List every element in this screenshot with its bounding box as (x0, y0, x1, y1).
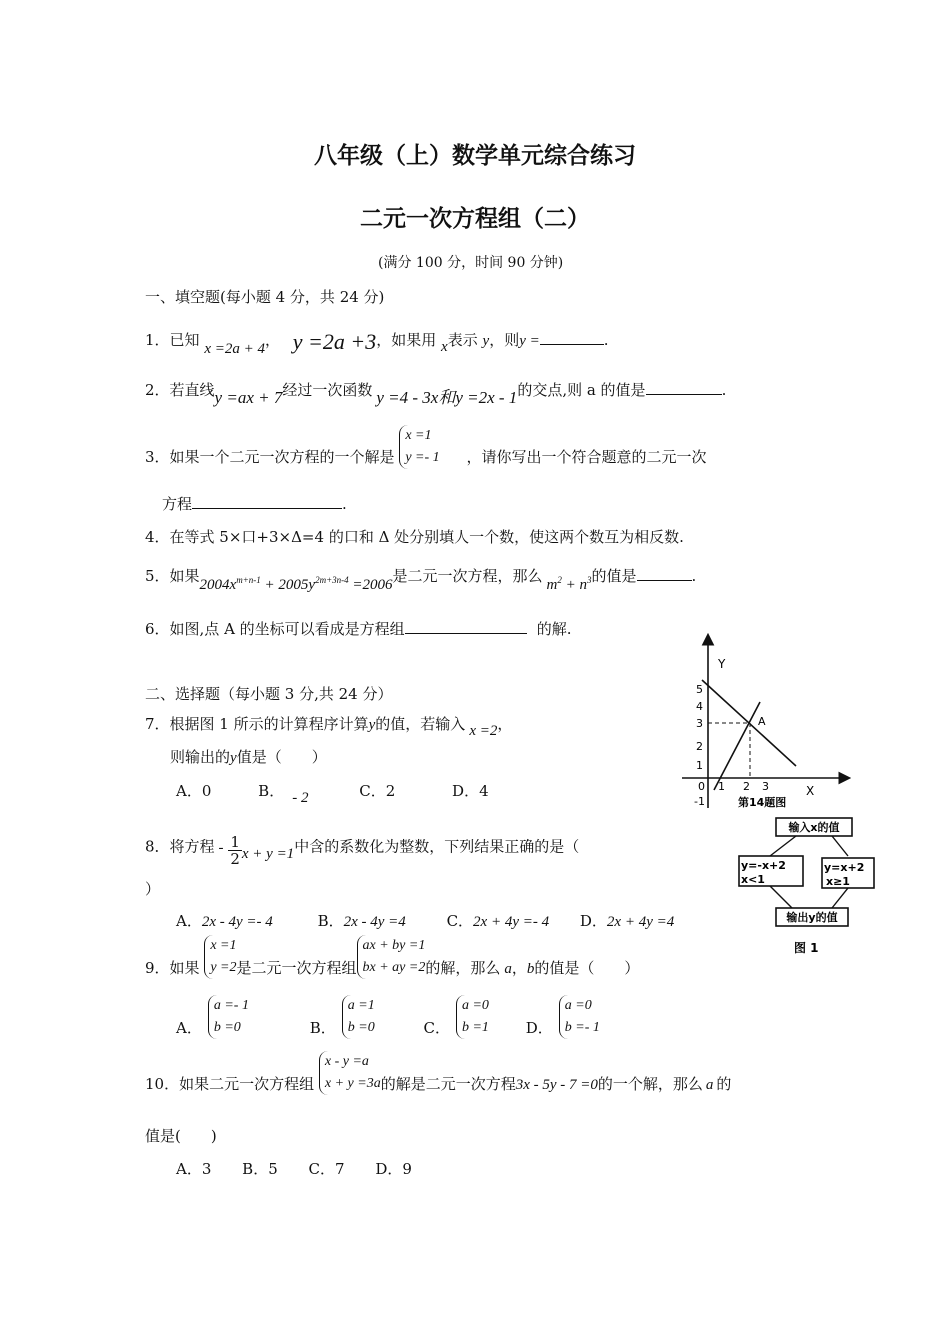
option-a[interactable]: A．3 (176, 1160, 212, 1178)
graph-caption: 第14题图 (738, 796, 787, 809)
option-d[interactable]: D．4 (452, 782, 489, 800)
score-time-note: (满分 100 分，时间 90 分钟) (378, 255, 564, 271)
question-8-close-paren: ） (145, 880, 161, 898)
flow-right-formula: y=x+2 (824, 861, 865, 874)
option-c[interactable]: C．2 (359, 782, 396, 800)
section-multiple-choice: 二、选择题（每小题 3 分,共 24 分） (145, 685, 393, 703)
flow-output-text: 输出y的值 (786, 911, 838, 924)
question-9-options (176, 998, 600, 1039)
question-8: 8．将方程 - $\frac{1}{2}$ x + y =1中含的系数化为整数，下列结果正确的是（ (145, 833, 580, 868)
option-a[interactable]: A．2x - 4y =- 4 (176, 912, 273, 930)
coordinate-graph (678, 630, 858, 812)
page-subtitle: 二元一次方程组（二） (360, 206, 590, 232)
y-tick: 1 (696, 759, 703, 772)
option-b[interactable]: B．2x - 4y =4 (317, 912, 406, 930)
flowchart-figure-1 (736, 814, 882, 958)
question-10-line2: 值是( ) (145, 1127, 217, 1145)
option-d[interactable]: D．2x + 4y =4 (579, 912, 675, 930)
given-solution-brace: x =1 y =2 (204, 935, 236, 979)
option-b[interactable]: B．5 (242, 1160, 278, 1178)
x-tick: 3 (762, 780, 769, 793)
x-axis-label: X (806, 784, 815, 798)
question-4: 4．在等式 5×口+3×Δ=4 的口和 Δ 处分别填人一个数，使这两个数互为相反数. (145, 528, 684, 546)
question-7-options (176, 781, 489, 806)
answer-blank-3[interactable] (192, 494, 342, 509)
option-d[interactable]: D．a =0 b =- 1 (526, 1019, 600, 1037)
x-tick: 1 (718, 780, 725, 793)
flow-left-condition: x<1 (741, 873, 765, 886)
fraction-half: $\frac{1}{2}$ (230, 833, 240, 868)
page-title: 八年级（上）数学单元综合练习 (314, 143, 636, 169)
system-brace: x - y =a x + y =3a (319, 1051, 381, 1095)
option-d[interactable]: D．9 (375, 1160, 412, 1178)
point-a-label: A (758, 715, 766, 728)
question-7-line2: 则输出的y值是（ ） (170, 748, 327, 766)
line-increasing (714, 702, 760, 790)
question-7: 7．根据图 1 所示的计算程序计算y的值，若输入 x =2， (145, 715, 513, 739)
y-tick: 4 (696, 700, 703, 713)
option-b[interactable]: B． - 2 (258, 782, 309, 806)
option-a[interactable]: A．a =- 1 b =0 (176, 1019, 249, 1037)
x-tick-negative: -1 (694, 795, 705, 808)
option-c[interactable]: C．7 (308, 1160, 345, 1178)
question-9: 9．如果 x =1 y =2是二元一次方程组ax + by =1 bx + ay =2的解，那么 a，b的值是（ ） (145, 958, 639, 979)
y-tick: 3 (696, 717, 703, 730)
y-axis-label: Y (718, 657, 726, 671)
x-tick: 2 (743, 780, 750, 793)
answer-blank-6[interactable] (405, 619, 527, 634)
question-5: 5．如果$2004x^{m+n-1} + 2005y^{2m+3n-4} =2006$是二元一次方程，那么 $m^2 + n^3$的值是 . (145, 567, 697, 593)
question-8-options (176, 911, 674, 932)
question-6: 6．如图,点 A 的坐标可以看成是方程组 的解. (145, 620, 572, 638)
question-3-line2: 方程 . (162, 495, 347, 513)
solution-brace: x =1 y =- 1 (399, 425, 439, 469)
section-fill-blank: 一、填空题(每小题 4 分，共 24 分) (145, 288, 385, 306)
flow-input-text: 输入x的值 (788, 821, 840, 834)
flow-left-formula: y=-x+2 (741, 859, 786, 872)
option-b[interactable]: B．a =1 b =0 (310, 1019, 375, 1037)
flow-right-condition: x≥1 (826, 875, 850, 888)
flow-caption: 图 1 (794, 941, 819, 955)
question-10: 10．如果二元一次方程组 x - y =a x + y =3a的解是二元一次方程3x - 5y - 7 =0的一个解，那么 a 的 (145, 1074, 731, 1095)
option-c[interactable]: C．a =0 b =1 (424, 1019, 489, 1037)
answer-blank-2[interactable] (646, 380, 722, 395)
y-tick: 2 (696, 740, 703, 753)
question-2: 2．若直线y =ax + 7经过一次函数 y =4 - 3x和y =2x - 1的交点,则 a 的值是 . (145, 381, 727, 407)
x-tick: 0 (698, 780, 705, 793)
question-3: 3．如果一个二元一次方程的一个解是 x =1 y =- 1 ，请你写出一个符合题意的二元一次 (145, 447, 706, 469)
option-c[interactable]: C．2x + 4y =- 4 (446, 912, 550, 930)
system-brace: ax + by =1 bx + ay =2 (357, 935, 426, 979)
question-10-options (176, 1159, 412, 1179)
y-tick: 5 (696, 683, 703, 696)
answer-blank-1[interactable] (540, 330, 604, 345)
question-1: 1．已知 x =2a + 4， y =2a +3，如果用 x表示 y，则y = . (145, 329, 609, 357)
answer-blank-5[interactable] (637, 566, 692, 581)
option-a[interactable]: A．0 (176, 782, 212, 800)
